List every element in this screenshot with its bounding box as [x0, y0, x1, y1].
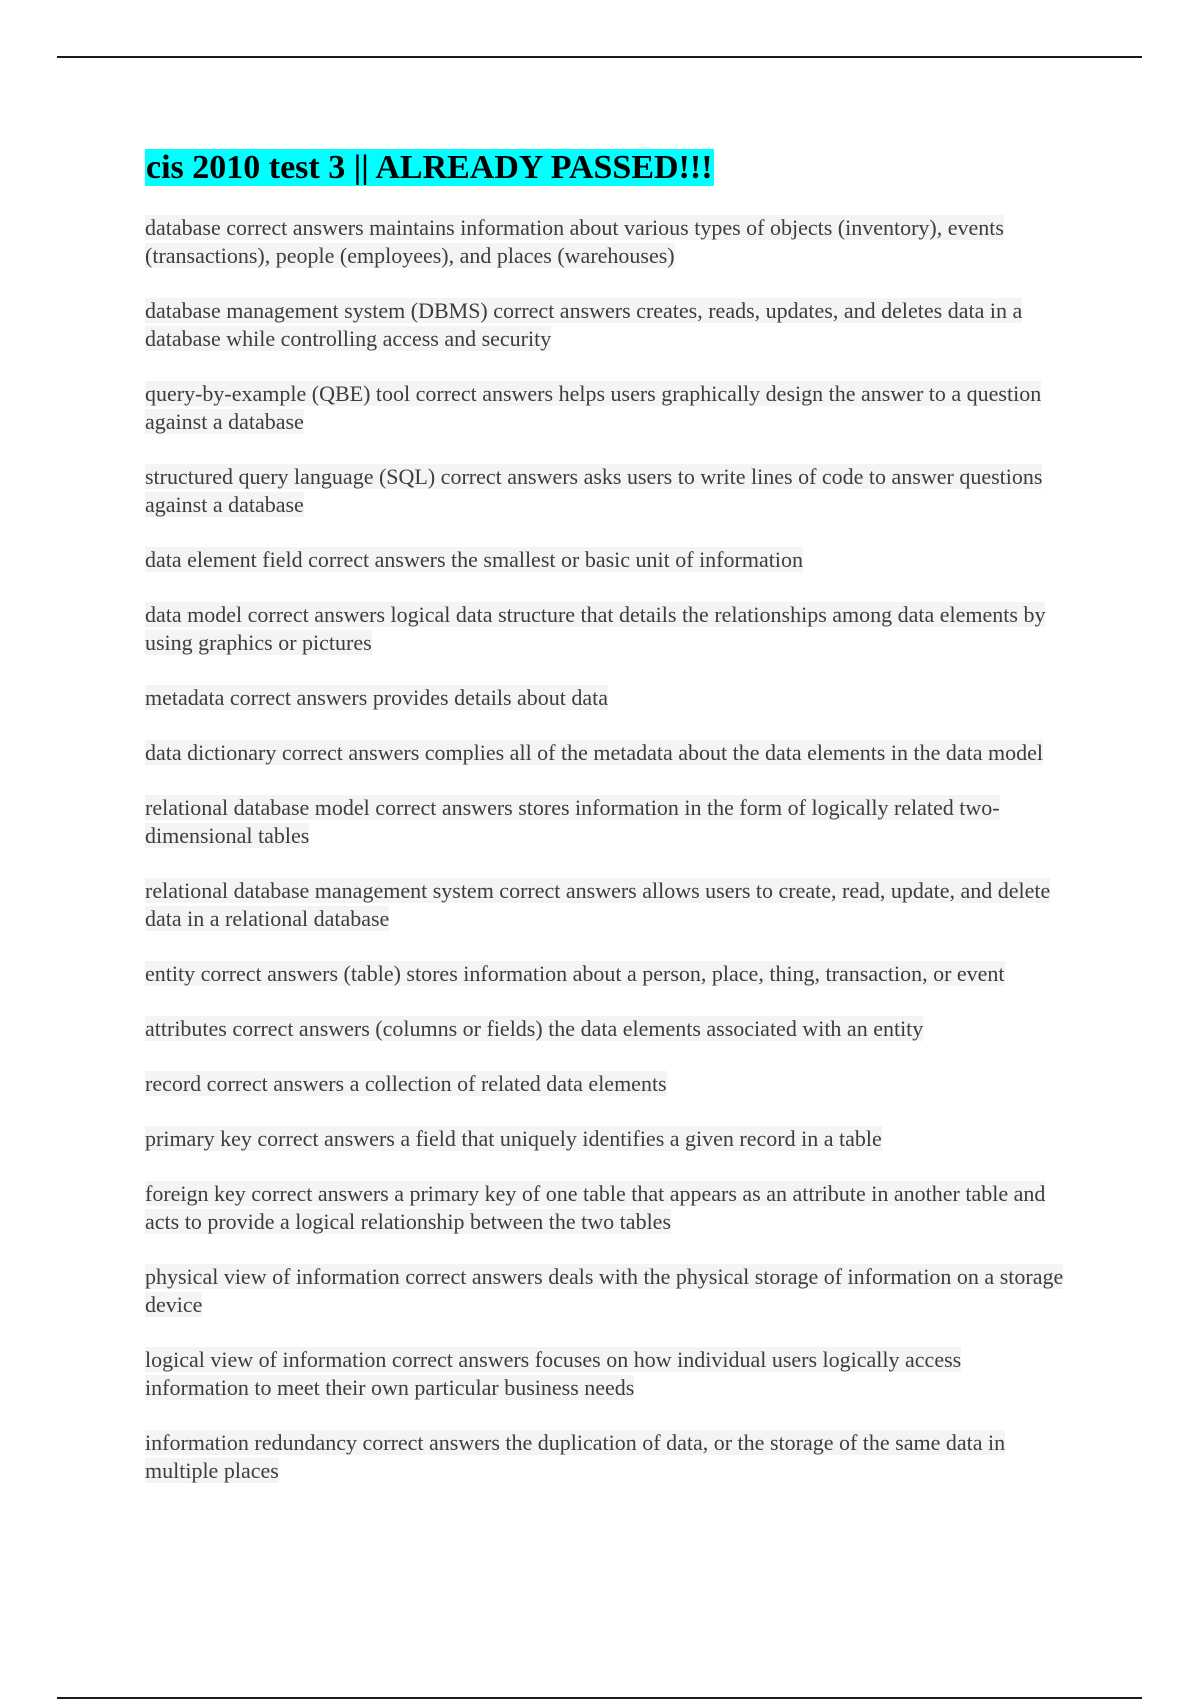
- entry-text: physical view of information correct answers deals with the physical storage of information on a storage device: [145, 1264, 1064, 1317]
- document-body: [145, 146, 1065, 1512]
- list-item: [145, 1180, 1065, 1236]
- list-item: [145, 1263, 1065, 1319]
- list-item: [145, 546, 1065, 574]
- entry-text: information redundancy correct answers the duplication of data, or the storage of the same data in multiple places: [145, 1430, 1006, 1483]
- entry-text: data element field correct answers the smallest or basic unit of information: [145, 547, 803, 572]
- entry-text: logical view of information correct answers focuses on how individual users logically access information to meet their own particular business needs: [145, 1347, 962, 1400]
- entry-text: attributes correct answers (columns or fields) the data elements associated with an entity: [145, 1016, 924, 1041]
- list-item: [145, 684, 1065, 712]
- entry-text: structured query language (SQL) correct answers asks users to write lines of code to answer questions against a database: [145, 464, 1043, 517]
- title-block: [145, 146, 1065, 190]
- entry-text: database correct answers maintains information about various types of objects (inventory), events (transactions), people (employees), and places (warehouses): [145, 215, 1004, 268]
- entry-text: foreign key correct answers a primary key of one table that appears as an attribute in another table and acts to provide a logical relationship between the two tables: [145, 1181, 1046, 1234]
- list-item: [145, 1346, 1065, 1402]
- footer-rule: [57, 1697, 1142, 1699]
- entry-text: database management system (DBMS) correct answers creates, reads, updates, and deletes data in a database while controlling access and security: [145, 298, 1023, 351]
- list-item: [145, 1015, 1065, 1043]
- list-item: [145, 297, 1065, 353]
- entry-text: data model correct answers logical data structure that details the relationships among data elements by using graphics or pictures: [145, 602, 1046, 655]
- entry-text: entity correct answers (table) stores information about a person, place, thing, transaction, or event: [145, 961, 1005, 986]
- list-item: [145, 739, 1065, 767]
- list-item: [145, 214, 1065, 270]
- entry-text: relational database management system correct answers allows users to create, read, update, and delete data in a relational database: [145, 878, 1051, 931]
- list-item: [145, 960, 1065, 988]
- list-item: [145, 1429, 1065, 1485]
- entry-text: metadata correct answers provides details about data: [145, 685, 609, 710]
- header-rule: [57, 56, 1142, 58]
- entry-text: query-by-example (QBE) tool correct answers helps users graphically design the answer to a question against a database: [145, 381, 1042, 434]
- entry-list: [145, 214, 1065, 1485]
- entry-text: data dictionary correct answers complies all of the metadata about the data elements in the data model: [145, 740, 1043, 765]
- list-item: [145, 794, 1065, 850]
- list-item: [145, 1070, 1065, 1098]
- entry-text: primary key correct answers a field that uniquely identifies a given record in a table: [145, 1126, 882, 1151]
- entry-text: record correct answers a collection of related data elements: [145, 1071, 667, 1096]
- document-title: cis 2010 test 3 || ALREADY PASSED!!!: [146, 149, 713, 186]
- list-item: [145, 601, 1065, 657]
- list-item: [145, 380, 1065, 436]
- entry-text: relational database model correct answers stores information in the form of logically related two-dimensional tables: [145, 795, 1000, 848]
- list-item: [145, 1125, 1065, 1153]
- list-item: [145, 877, 1065, 933]
- list-item: [145, 463, 1065, 519]
